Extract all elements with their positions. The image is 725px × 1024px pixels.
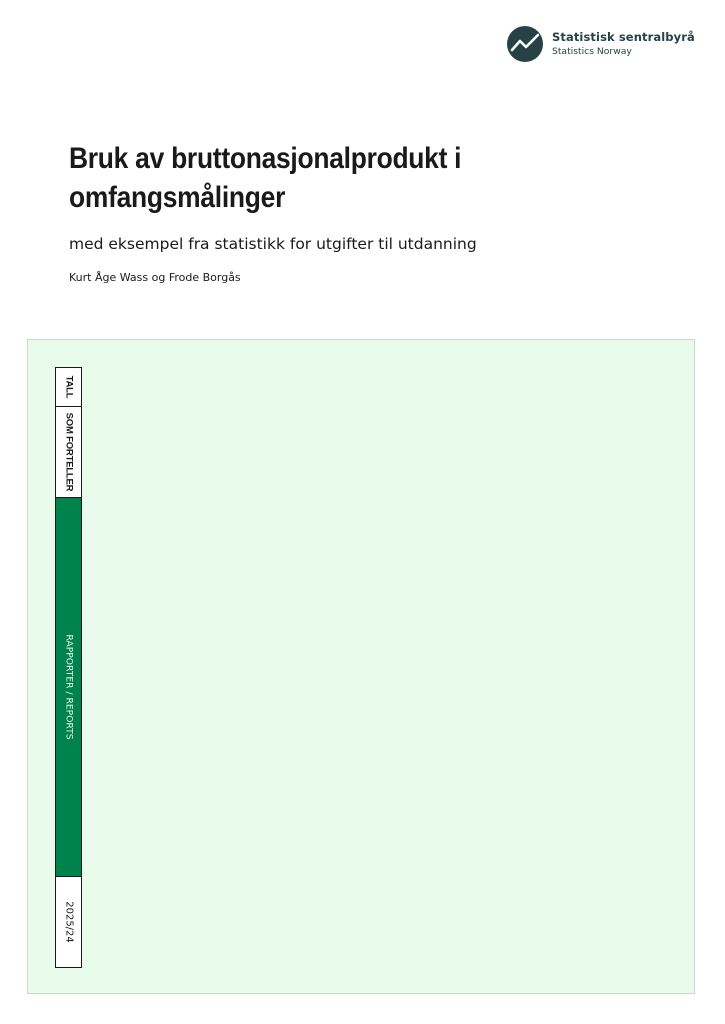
spine-som-forteller	[55, 407, 82, 498]
report-authors: Kurt Åge Wass og Frode Borgås	[69, 271, 241, 284]
spine-number	[55, 876, 82, 968]
spine-series-label: RAPPORTER / REPORTS	[63, 634, 74, 740]
cover-panel	[27, 339, 695, 994]
report-title: Bruk av bruttonasjonalprodukt i omfangsmålinger	[69, 142, 462, 214]
spine-som-forteller-label: SOM FORTELLER	[63, 412, 74, 492]
brand-name: Statistisk sentralbyrå	[552, 30, 695, 44]
spine-tall	[55, 367, 82, 407]
ssb-logo-icon	[507, 26, 543, 62]
spine-series	[55, 498, 82, 876]
report-subtitle: med eksempel fra statistikk for utgifter til utdanning	[69, 235, 477, 253]
brand-subname: Statistics Norway	[552, 46, 632, 57]
ssb-logo	[507, 26, 695, 62]
spine-tall-label: TALL	[63, 375, 74, 399]
spine-number-label: 2025/24	[63, 901, 74, 943]
